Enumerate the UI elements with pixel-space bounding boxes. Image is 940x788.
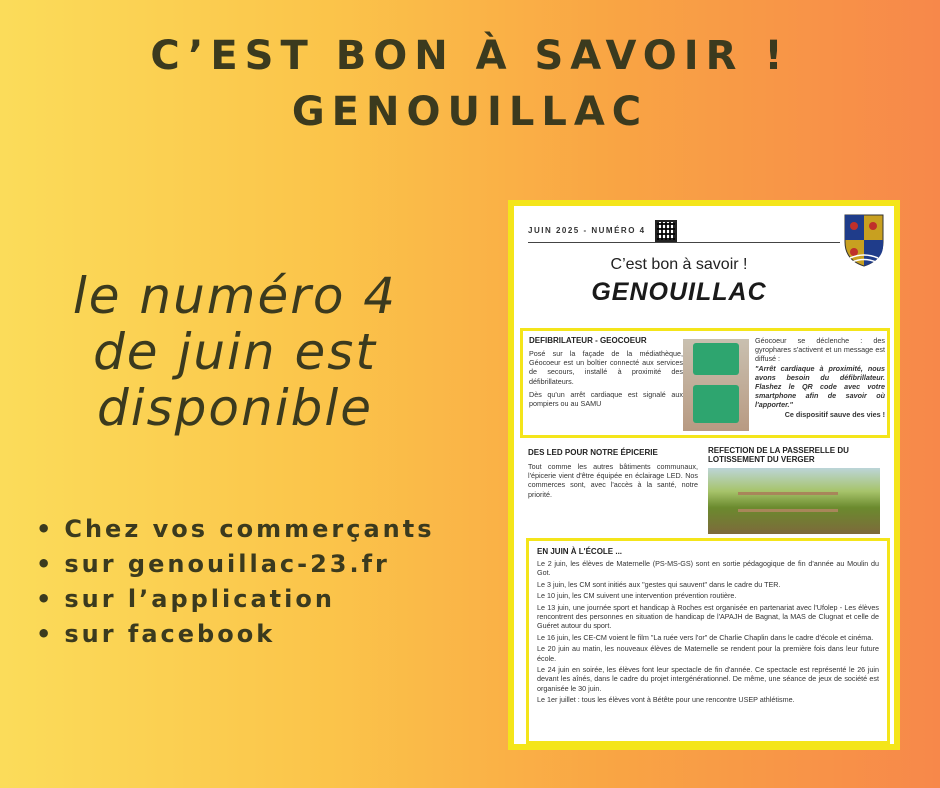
tagline-line-2: de juin est	[93, 323, 377, 381]
tagline	[30, 268, 440, 436]
channel-item-app: • sur l’application	[36, 582, 435, 617]
channel-item-facebook: • sur facebook	[36, 617, 435, 652]
school-item: Le 10 juin, les CM suivent une intervention prévention routière.	[537, 591, 737, 601]
footbridge-icon	[738, 492, 838, 512]
headline-line-2: GENOUILLAC	[291, 89, 649, 135]
newsletter-subtitle: C’est bon à savoir !	[610, 256, 748, 273]
defib-text-3: Géocoeur se déclenche : des gyrophares s'activent et un message est diffusé :	[755, 336, 885, 364]
newsletter-page	[514, 206, 894, 744]
led-title: DES LED POUR NOTRE ÉPICERIE	[528, 448, 658, 457]
passerelle-photo	[708, 468, 880, 534]
tagline-line-1: le numéro 4	[72, 267, 398, 325]
school-item: Le 24 juin en soirée, les élèves font leur spectacle de fin d'année. Ce spectacle est représenté le 26 juin devant les aînés, dans le cadre du projet intergénérationnel. De même, une séance de jeux de société est organisée le 30 juin.	[537, 665, 879, 693]
school-item: Le 2 juin, les élèves de Maternelle (PS-MS-GS) sont en sortie pédagogique de fin d'année au Moulin du Got.	[537, 559, 879, 578]
dae-box-icon	[693, 343, 739, 375]
defibrillator-section	[520, 328, 890, 438]
defib-quote: "Arrêt cardiaque à proximité, nous avons besoin du défibrillateur. Flashez le QR code avec votre smartphone afin de savoir où l'apporter."	[755, 363, 885, 410]
channel-item-shops: • Chez vos commerçants	[36, 512, 435, 547]
headline	[0, 28, 940, 140]
school-item: Le 20 juin au matin, les nouveaux élèves de Maternelle se rendent pour la première fois dans leur future école.	[537, 644, 879, 663]
newsletter-issue: JUIN 2025 - NUMÉRO 4	[528, 226, 646, 235]
newsletter-title: GENOUILLAC	[591, 278, 767, 306]
channel-item-website: • sur genouillac-23.fr	[36, 547, 435, 582]
led-text: Tout comme les autres bâtiments communaux, l'épicerie vient d'être équipée en éclairage LED. Nos commerces sont, avec l'accès à la santé, notre priorité.	[528, 462, 698, 499]
defibrillator-cabinet-icon	[693, 385, 739, 423]
qr-code-icon	[655, 220, 677, 242]
defibrillator-photo	[683, 339, 749, 431]
defib-closing: Ce dispositif sauve des vies !	[784, 409, 885, 419]
newsletter-preview	[508, 200, 900, 750]
school-item: Le 3 juin, les CM sont initiés aux "gestes qui sauvent" dans le cadre du TER.	[537, 579, 781, 589]
school-title: EN JUIN À L'ÉCOLE ...	[537, 547, 623, 556]
defib-text-1: Posé sur la façade de la médiathèque, Géocoeur est un boîtier connecté aux services de secours, installé à proximité des défibrillateurs.	[529, 349, 683, 386]
header-divider	[528, 242, 840, 243]
defib-title: DEFIBRILATEUR - GEOCOEUR	[529, 336, 647, 345]
tagline-line-3: disponible	[97, 379, 373, 437]
passerelle-title: REFECTION DE LA PASSERELLE DU LOTISSEMENT DU VERGER	[708, 446, 849, 464]
school-item: Le 16 juin, les CE-CM voient le film "La ruée vers l'or" de Charlie Chaplin dans le cadre d'école et cinéma.	[537, 632, 874, 642]
headline-line-1: C’EST BON À SAVOIR !	[150, 33, 790, 79]
school-section	[526, 538, 890, 744]
coat-of-arms-icon	[842, 212, 886, 268]
school-item: Le 13 juin, une journée sport et handicap à Roches est organisée en partenariat avec l'Ufolep - Les élèves rencontrent des personnes en situation de handicap de l'APAJH de Bagnat, la MAS de Clugnat et celle de Guéret autour du sport.	[537, 602, 879, 631]
school-item: Le 1er juillet : tous les élèves vont à Bétête pour une rencontre USEP athlétisme.	[537, 695, 795, 705]
defib-text-2: Dès qu'un arrêt cardiaque est signalé aux pompiers ou au SAMU	[529, 389, 683, 409]
channel-list	[36, 512, 435, 652]
